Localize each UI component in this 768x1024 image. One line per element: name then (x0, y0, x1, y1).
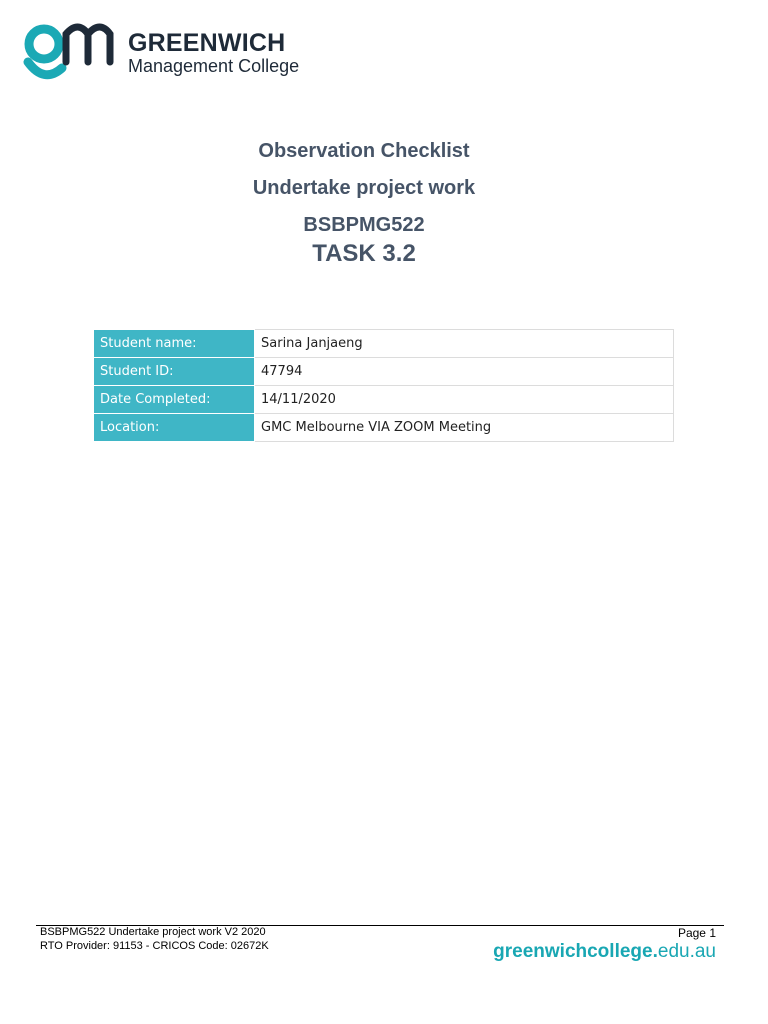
row-value: Sarina Janjaeng (255, 330, 674, 358)
table-row (94, 330, 674, 358)
title-unit-name: Undertake project work (252, 177, 476, 199)
title-observation-checklist: Observation Checklist (258, 140, 470, 162)
row-value: GMC Melbourne VIA ZOOM Meeting (255, 414, 674, 442)
title-unit-code: BSBPMG522 (303, 214, 425, 236)
footer-provider: RTO Provider: 91153 - CRICOS Code: 02672K (40, 940, 269, 952)
footer-doc-title: BSBPMG522 Undertake project work V2 2020 (40, 926, 266, 938)
row-value: 14/11/2020 (255, 386, 674, 414)
table-row (94, 386, 674, 414)
footer-website-main: greenwichcollege. (493, 941, 658, 962)
footer-website (493, 941, 716, 963)
table-row (94, 414, 674, 442)
footer-page-number: Page 1 (677, 926, 716, 940)
logo-subtitle: Management College (128, 56, 300, 76)
logo-name: GREENWICH (128, 29, 286, 57)
row-value: 47794 (255, 358, 674, 386)
title-task: TASK 3.2 (312, 240, 416, 267)
student-info-table (94, 329, 674, 442)
row-label: Student ID: (94, 358, 255, 386)
table-row (94, 358, 674, 386)
gm-logo-icon (22, 18, 122, 84)
college-logo (22, 18, 312, 84)
row-label: Date Completed: (94, 386, 255, 414)
row-label: Location: (94, 414, 255, 442)
footer-website-tld: edu.au (657, 941, 716, 962)
row-label: Student name: (94, 330, 255, 358)
